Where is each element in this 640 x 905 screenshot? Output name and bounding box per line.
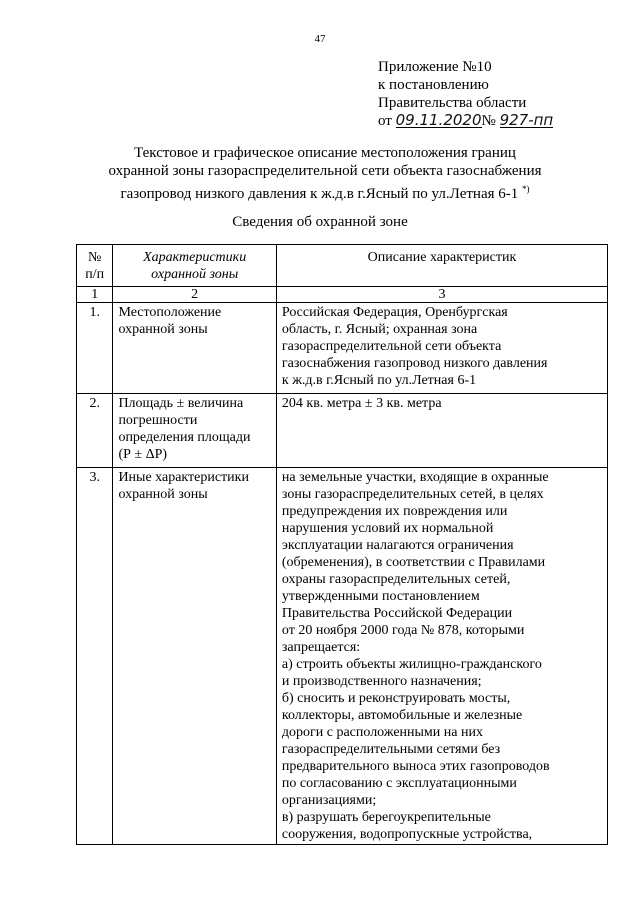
text-line: Российская Федерация, Оренбургская <box>281 305 508 320</box>
text-line: на земельные участки, входящие в охранные <box>281 470 549 485</box>
header-number-line-2: п/п <box>85 267 105 282</box>
text-line: коллекторы, автомобильные и железные <box>281 708 523 723</box>
text-line: к ж.д.в г.Ясный по ул.Летная 6-1 <box>281 373 477 388</box>
table-row <box>77 394 608 468</box>
header-number <box>77 245 113 287</box>
text-line: дороги с расположенными на них <box>281 725 483 740</box>
text-line: б) сносить и реконструировать мосты, <box>281 691 511 706</box>
text-line: эксплуатации налагаются ограничения <box>281 538 514 553</box>
handwritten-date: 09.11.2020 <box>395 111 482 129</box>
appendix-date-number <box>378 112 553 130</box>
text-line: Иные характеристики <box>118 470 249 485</box>
handwritten-number: 927-пп <box>499 111 554 129</box>
table-row <box>77 303 608 394</box>
text-line: и производственного назначения; <box>281 674 482 689</box>
text-line: предупреждения их повреждения или <box>281 504 508 519</box>
column-number-1: 1 <box>77 287 113 303</box>
row-number: 2. <box>77 394 113 468</box>
row-number: 1. <box>77 303 113 394</box>
row-number: 3. <box>77 468 113 845</box>
text-line: область, г. Ясный; охранная зона <box>281 322 478 337</box>
text-line: запрещается: <box>281 640 361 655</box>
column-number-row <box>77 287 608 303</box>
text-line: определения площади <box>118 430 251 445</box>
table-row <box>77 468 608 845</box>
section-heading: Сведения об охранной зоне <box>232 214 408 230</box>
row-characteristic <box>113 303 276 394</box>
text-line: предварительного выноса этих газопроводов <box>281 759 550 774</box>
page-number: 47 <box>314 33 326 45</box>
title-line-3-text: газопровод низкого давления к ж.д.в г.Ясный по ул.Летная 6-1 <box>120 186 519 202</box>
table-header-row <box>77 245 608 287</box>
title-line-3 <box>90 180 560 203</box>
text-line: охранной зоны <box>118 487 208 502</box>
row-characteristic <box>113 468 276 845</box>
row-characteristic <box>113 394 276 468</box>
text-line: нарушения условий их нормальной <box>281 521 494 536</box>
appendix-reference: к постановлению <box>378 77 489 93</box>
text-line: по согласованию с эксплуатационными <box>281 776 517 791</box>
text-line: Местоположение <box>118 305 222 320</box>
header-description: Описание характеристик <box>276 245 607 287</box>
number-sign: № <box>481 113 496 129</box>
text-line: а) строить объекты жилищно-гражданского <box>281 657 542 672</box>
header-characteristics-line-2: охранной зоны <box>151 267 239 282</box>
text-line: охранной зоны <box>118 322 208 337</box>
title-line-1: Текстовое и графическое описание местоположения границ <box>134 145 516 161</box>
text-line: (обременения), в соответствии с Правилами <box>281 555 546 570</box>
date-prefix: от <box>378 113 392 129</box>
row-description <box>276 394 607 468</box>
header-characteristics <box>113 245 276 287</box>
text-line: сооружения, водопропускные устройства, <box>281 827 533 842</box>
text-line: охраны газораспределительных сетей, <box>281 572 511 587</box>
text-line: газораспределительной сети объекта <box>281 339 502 354</box>
footnote-mark: *) <box>522 184 530 194</box>
text-line: Площадь ± величина <box>118 396 244 411</box>
text-line: организациями; <box>281 793 377 808</box>
text-line: 204 кв. метра ± 3 кв. метра <box>281 396 442 411</box>
text-line: погрешности <box>118 413 198 428</box>
protected-zone-table <box>76 244 608 845</box>
title-line-2: охранной зоны газораспределительной сети объекта газоснабжения <box>108 163 542 179</box>
text-line: (Р ± ΔР) <box>118 447 168 462</box>
text-line: утвержденными постановлением <box>281 589 480 604</box>
text-line: в) разрушать берегоукрепительные <box>281 810 491 825</box>
row-description <box>276 468 607 845</box>
header-number-line-1: № <box>88 250 102 265</box>
text-line: газоснабжения газопровод низкого давления <box>281 356 548 371</box>
column-number-2: 2 <box>113 287 276 303</box>
column-number-3: 3 <box>276 287 607 303</box>
text-line: газораспределительными сетями без <box>281 742 501 757</box>
text-line: зоны газораспределительных сетей, в целях <box>281 487 544 502</box>
header-characteristics-line-1: Характеристики <box>143 250 247 265</box>
appendix-issuer: Правительства области <box>378 95 527 111</box>
text-line: от 20 ноября 2000 года № 878, которыми <box>281 623 525 638</box>
appendix-title: Приложение №10 <box>378 59 492 75</box>
row-description <box>276 303 607 394</box>
appendix-block <box>378 58 553 130</box>
document-title <box>90 144 560 203</box>
text-line: Правительства Российской Федерации <box>281 606 513 621</box>
